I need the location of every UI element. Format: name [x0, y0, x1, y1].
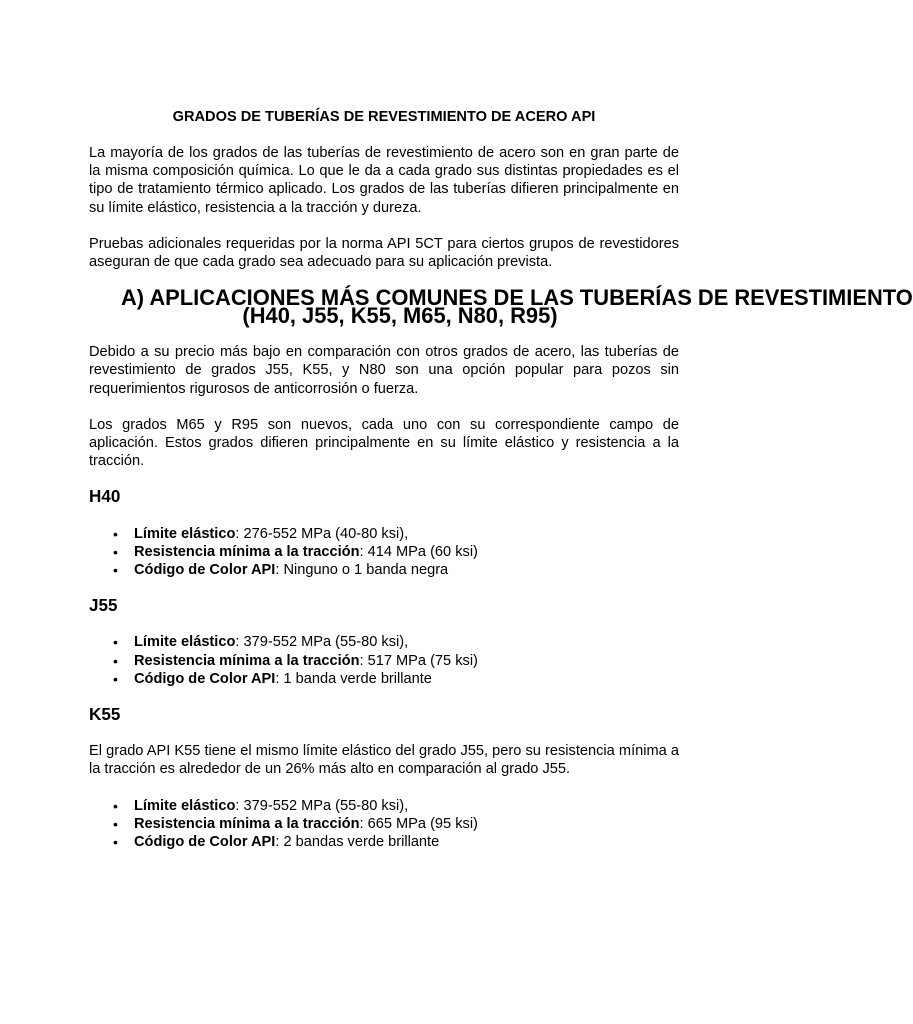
- property-item: [89, 833, 679, 851]
- property-label: Código de Color API: [134, 834, 276, 851]
- property-value: : 379-552 MPa (55-80 ksi),: [235, 634, 409, 651]
- section-heading-title: A) APLICACIONES MÁS COMUNES DE LAS TUBERÍAS DE REVESTIMIENTO: [121, 285, 913, 311]
- property-item: [89, 561, 679, 579]
- property-item: [89, 652, 679, 670]
- property-value: : 414 MPa (60 ksi): [359, 543, 478, 560]
- bullet-icon: •: [113, 562, 118, 579]
- property-list: [89, 797, 679, 852]
- property-label: Límite elástico: [134, 634, 236, 651]
- property-value: : 276-552 MPa (40-80 ksi),: [235, 525, 409, 542]
- grade-block-h40: [89, 488, 679, 579]
- section-paragraph: Los grados M65 y R95 son nuevos, cada uno con su correspondiente campo de aplicación. Estos grados difieren principalmente en su límite elástico y resistencia a la tracción.: [89, 416, 679, 470]
- document-title: GRADOS DE TUBERÍAS DE REVESTIMIENTO DE ACERO API: [172, 109, 596, 125]
- grade-block-k55: [89, 706, 679, 851]
- property-item: [89, 525, 679, 543]
- property-value: : 1 banda verde brillante: [275, 670, 432, 687]
- property-label: Código de Color API: [134, 562, 276, 579]
- property-value: : 665 MPa (95 ksi): [359, 815, 478, 832]
- property-list: [89, 525, 679, 580]
- bullet-icon: •: [113, 670, 118, 687]
- section-heading: [89, 285, 913, 329]
- bullet-icon: •: [113, 834, 118, 851]
- property-label: Resistencia mínima a la tracción: [134, 543, 360, 560]
- property-label: Límite elástico: [134, 525, 236, 542]
- property-label: Límite elástico: [134, 797, 236, 814]
- bullet-icon: •: [113, 543, 118, 560]
- intro-paragraph: La mayoría de los grados de las tuberías de revestimiento de acero son en gran parte de la misma composición química. Lo que le da a cada grado sus distintas propiedades es el tipo de tratamiento térmico aplicado. Los grados de las tuberías difieren principalmente en su límite elástico, resistencia a la tracción y dureza.: [89, 145, 679, 216]
- property-value: : 2 bandas verde brillante: [275, 834, 440, 851]
- property-item: [89, 543, 679, 561]
- intro-paragraph: Pruebas adicionales requeridas por la norma API 5CT para ciertos grupos de revestidores aseguran de que cada grado sea adecuado para su aplicación prevista.: [89, 235, 679, 271]
- section-heading-grades: (H40, J55, K55, M65, N80, R95): [242, 303, 558, 329]
- bullet-icon: •: [113, 652, 118, 669]
- property-label: Resistencia mínima a la tracción: [134, 815, 360, 832]
- property-label: Resistencia mínima a la tracción: [134, 652, 360, 669]
- grade-heading: H40: [89, 487, 121, 507]
- property-item: [89, 797, 679, 815]
- grade-heading: K55: [89, 705, 121, 725]
- grade-heading: J55: [89, 596, 118, 616]
- section-paragraph: Debido a su precio más bajo en comparación con otros grados de acero, las tuberías de revestimiento de grados J55, K55, y N80 son una opción popular para pozos sin requerimientos rigurosos de anticorrosión o fuerza.: [89, 344, 679, 397]
- grade-block-j55: [89, 597, 679, 688]
- property-value: : 379-552 MPa (55-80 ksi),: [235, 797, 409, 814]
- property-list: [89, 633, 679, 688]
- bullet-icon: •: [113, 797, 118, 814]
- property-item: [89, 670, 679, 688]
- property-value: : Ninguno o 1 banda negra: [275, 562, 449, 579]
- bullet-icon: •: [113, 525, 118, 542]
- bullet-icon: •: [113, 634, 118, 651]
- property-item: [89, 633, 679, 651]
- bullet-icon: •: [113, 815, 118, 832]
- property-item: [89, 815, 679, 833]
- grade-description: El grado API K55 tiene el mismo límite elástico del grado J55, pero su resistencia mínima a la tracción es alrededor de un 26% más alto en comparación al grado J55.: [89, 743, 679, 778]
- property-label: Código de Color API: [134, 670, 276, 687]
- property-value: : 517 MPa (75 ksi): [359, 652, 478, 669]
